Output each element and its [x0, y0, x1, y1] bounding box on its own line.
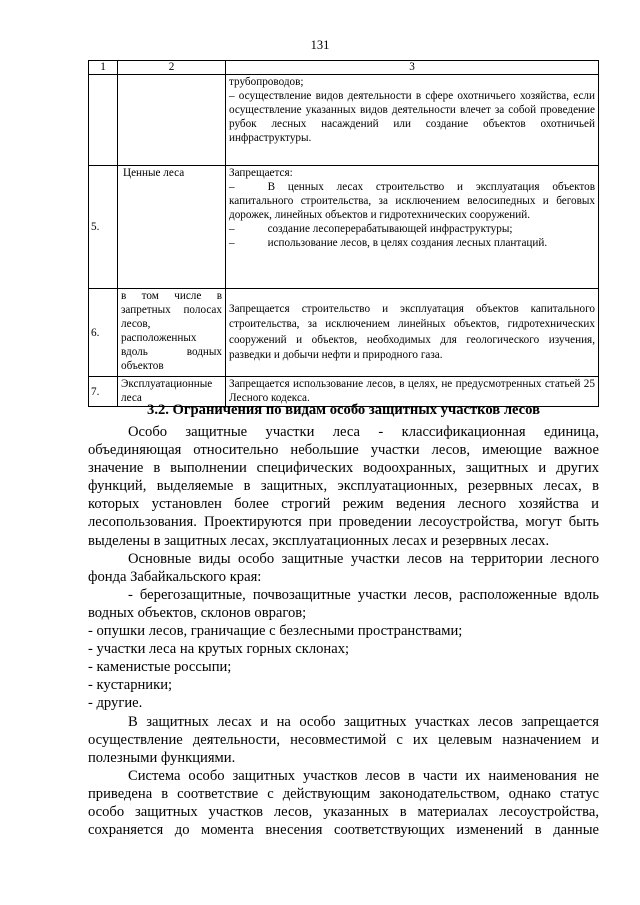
list-item: - опушки лесов, граничащие с безлесными пространствами; [88, 623, 463, 640]
forest-category: Эксплуатационные леса [118, 377, 226, 407]
table-header-col2: 2 [118, 61, 226, 75]
list-item: - кустарники; [88, 677, 173, 694]
table-header-col3: 3 [226, 61, 599, 75]
list-item: - другие. [88, 695, 143, 712]
restriction-heading: Запрещается: [229, 167, 293, 179]
restriction-item: – В ценных лесах строительство и эксплуатация объектов капитального строительства, за исключением велосипедных и беговых дорожек, линейных объектов и гидротехнических сооружений. [229, 181, 595, 221]
page-number: 131 [310, 38, 330, 52]
restriction-item: – создание лесоперерабатывающей инфраструктуры; [229, 223, 513, 235]
table-cell-text [226, 75, 599, 166]
table-row [89, 166, 599, 289]
table-row [89, 289, 599, 377]
paragraph: Система особо защитных участков лесов в части их наименования не приведена в соответствие с действующим законодательством, однако статус особо защитных участков лесов, указанных в материалах лесоустройства, сохраняется до момента внесения соответствующих изменений в данные [88, 767, 599, 839]
table-header-col1: 1 [89, 61, 118, 75]
restriction-item: – использование лесов, в целях создания лесных плантаций. [229, 237, 548, 249]
table-cell-empty [89, 75, 118, 166]
table-header-row [89, 61, 599, 75]
forest-category: Ценные леса [118, 166, 226, 289]
restrictions-table [88, 60, 599, 407]
table-cell-empty [118, 75, 226, 166]
row-number: 5. [89, 166, 118, 289]
table-cell-text: Запрещается строительство и эксплуатация объектов капитального строительства, за исключением линейных объектов, гидротехнических сооружений и объектов, необходимых для геологического изучения, разведки и добычи нефти и природного газа. [226, 289, 599, 377]
paragraph: Особо защитные участки леса - классификационная единица, объединяющая относительно небольшие участки лесов, имеющие важное значение в выполнении специфических водоохранных, защитных и других функций, выделяемые в защитных, эксплуатационных, резервных лесах, в которых установлен более строгий режим ведения лесного хозяйства и лесопользования. Проектируются при проведении лесоустройства, могут быть выделены в защитных лесах, эксплуатационных лесах и резервных лесах. [88, 424, 599, 549]
table-cell-text: Запрещается использование лесов, в целях, не предусмотренных статьей 25 Лесного кодекса. [226, 377, 599, 407]
section-title: 3.2. Ограничения по видам особо защитных участков лесов [147, 402, 540, 418]
table-row [89, 75, 599, 166]
paragraph: Основные виды особо защитные участки лесов на территории лесного фонда Забайкальского края: [88, 550, 599, 585]
paragraph: В защитных лесах и на особо защитных участках лесов запрещается осуществление деятельности, несовместимой с их целевым назначением и полезными функциями. [88, 713, 599, 766]
continuation-line: трубопроводов; [229, 76, 304, 88]
table-cell-text [226, 166, 599, 289]
row-number: 6. [89, 289, 118, 377]
section-body [88, 423, 599, 839]
list-item: - каменистые россыпи; [88, 659, 232, 676]
continuation-line: – осуществление видов деятельности в сфере охотничьего хозяйства, если осуществление указанных видов деятельности влечет за собой проведение рубок лесных насаждений или создание объектов охотничьей инфраструктуры. [229, 90, 595, 144]
list-item: - берегозащитные, почвозащитные участки лесов, расположенные вдоль водных объектов, склонов оврагов; [88, 586, 599, 621]
row-number: 7. [89, 377, 118, 407]
forest-category: в том числе в запретных полосах лесов, расположенных вдоль водных объектов [118, 289, 226, 377]
list-item: - участки леса на крутых горных склонах; [88, 641, 350, 658]
